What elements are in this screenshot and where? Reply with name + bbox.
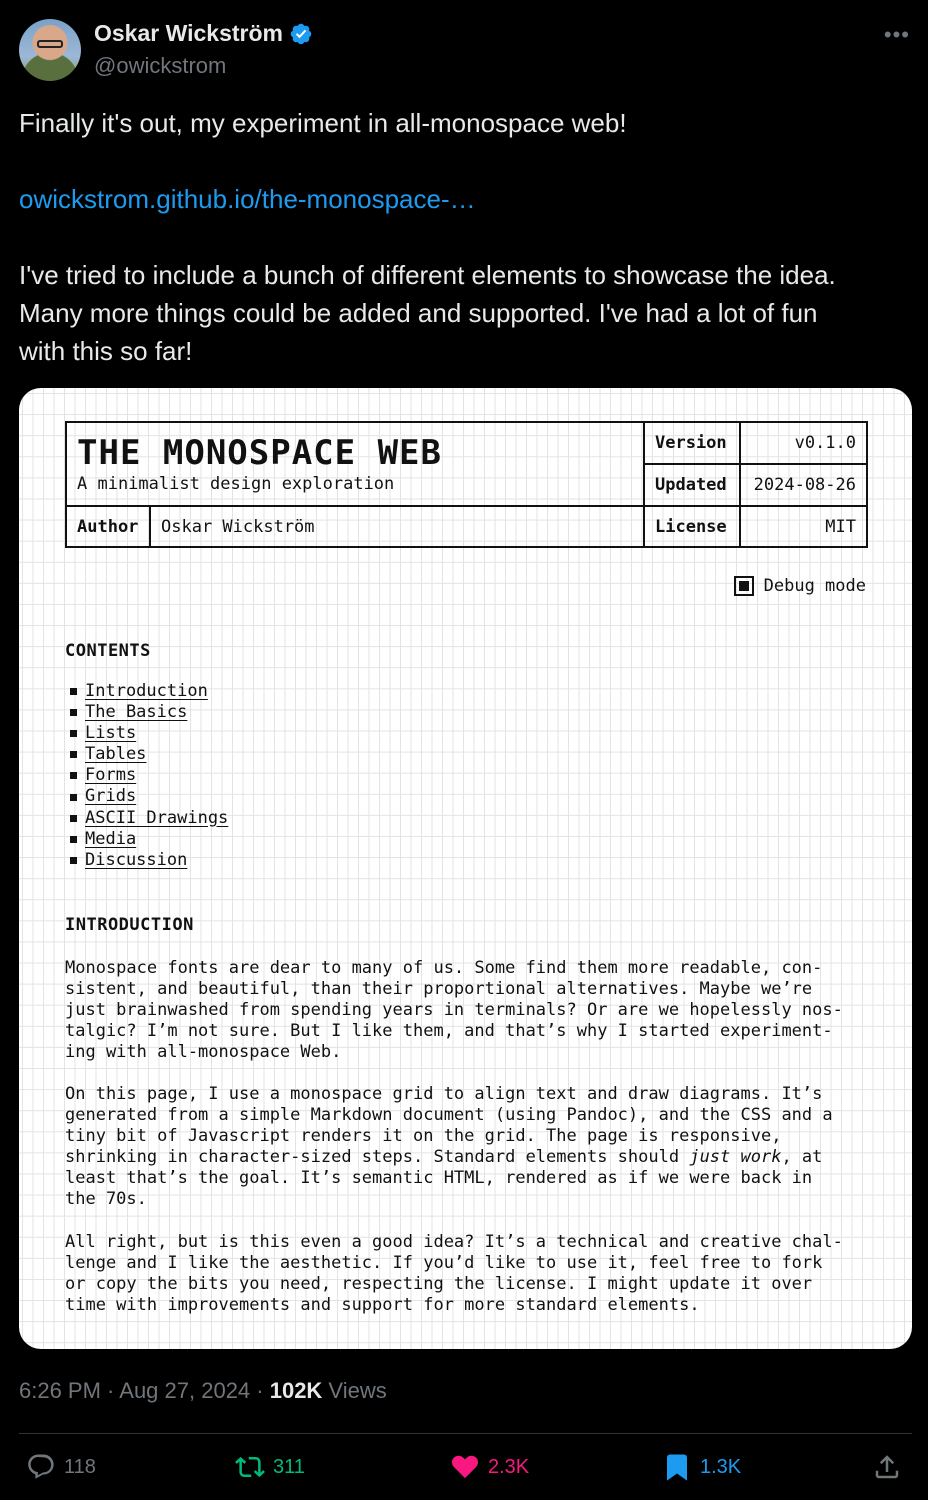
- introduction-heading: INTRODUCTION: [65, 915, 194, 935]
- tweet-meta: [19, 1378, 387, 1404]
- tweet-timestamp[interactable]: 6:26 PM · Aug 27, 2024 ·: [19, 1378, 270, 1403]
- author-handle[interactable]: @owickstrom: [94, 53, 227, 78]
- repost-count: 311: [273, 1455, 305, 1478]
- media-image[interactable]: [19, 388, 912, 1349]
- reply-icon: [26, 1452, 56, 1482]
- toc-item[interactable]: Discussion: [65, 850, 228, 871]
- author-name-row: [94, 20, 313, 47]
- reply-count: 118: [64, 1455, 96, 1478]
- reply-button[interactable]: [26, 1452, 96, 1482]
- debug-toggle[interactable]: [734, 576, 866, 596]
- views-count: 102K: [269, 1378, 323, 1403]
- views-label: Views: [322, 1378, 387, 1403]
- toc-item[interactable]: Grids: [65, 786, 228, 807]
- table-of-contents: [65, 681, 228, 871]
- divider: [19, 1433, 912, 1434]
- bookmark-button[interactable]: [662, 1452, 741, 1482]
- intro-paragraph-1: Monospace fonts are dear to many of us. Some find them more readable, con- sistent, and beautiful, than their proportional alternatives. Maybe we’re just brainwashed from spending years in terminals? Or are we hopelessly nos- talgic? I’m not sure. But I like them, and that’s why I started experiment- ing with all-monospace Web.: [65, 958, 843, 1063]
- like-button[interactable]: [450, 1452, 529, 1482]
- like-count: 2.3K: [488, 1455, 530, 1478]
- action-bar: [0, 1452, 928, 1492]
- toc-item[interactable]: Media: [65, 829, 228, 850]
- toc-item[interactable]: ASCII Drawings: [65, 808, 228, 829]
- tweet-text: [19, 104, 909, 370]
- license-label: License: [644, 506, 740, 547]
- like-icon: [450, 1452, 480, 1482]
- updated-label: Updated: [644, 464, 740, 506]
- page-title: THE MONOSPACE WEB: [77, 433, 442, 473]
- contents-heading: CONTENTS: [65, 641, 151, 661]
- updated-value: 2024-08-26: [740, 464, 867, 506]
- intro-paragraph-3: All right, but is this even a good idea? It’s a technical and creative chal- lenge and I like the aesthetic. If you’d like to use it, feel free to fork or copy the bits you need, respecting the license. I might update it over time with improvements and support for more standard elements.: [65, 1232, 843, 1316]
- share-button[interactable]: [872, 1452, 902, 1482]
- title-cell: [66, 422, 644, 506]
- page-subtitle: A minimalist design exploration: [77, 474, 395, 494]
- tweet-line: Many more things could be added and supported. I've had a lot of fun: [19, 298, 818, 328]
- bookmark-icon: [662, 1452, 692, 1482]
- author-link[interactable]: Oskar Wickström: [161, 516, 315, 537]
- toc-item[interactable]: Forms: [65, 765, 228, 786]
- header-table: [65, 421, 868, 548]
- repost-icon: [235, 1452, 265, 1482]
- tweet-line: Finally it's out, my experiment in all-monospace web!: [19, 108, 627, 138]
- author-cell: [150, 506, 644, 547]
- toc-item[interactable]: The Basics: [65, 702, 228, 723]
- tweet-link[interactable]: owickstrom.github.io/the-monospace-…: [19, 184, 476, 214]
- debug-label: Debug mode: [763, 576, 866, 596]
- toc-item[interactable]: Introduction: [65, 681, 228, 702]
- share-icon: [872, 1452, 902, 1482]
- license-value: MIT: [740, 506, 867, 547]
- more-icon[interactable]: •••: [883, 22, 910, 47]
- version-value: v0.1.0: [740, 422, 867, 464]
- repost-button[interactable]: [235, 1452, 305, 1482]
- bookmark-count: 1.3K: [700, 1455, 742, 1478]
- toc-item[interactable]: Tables: [65, 744, 228, 765]
- avatar[interactable]: [19, 19, 81, 81]
- intro-paragraph-2: On this page, I use a monospace grid to align text and draw diagrams. It’s generated from a simple Markdown document (using Pandoc), and the CSS and a tiny bit of Javascript renders it on the grid. The page is responsive, shrinking in character-sized steps. Standard elements should just work, at least that’s the goal. It’s semantic HTML, rendered as if we were back in the 70s.: [65, 1084, 833, 1210]
- verified-badge-icon: [289, 22, 313, 46]
- author-display-name[interactable]: Oskar Wickström: [94, 20, 283, 46]
- tweet-line: I've tried to include a bunch of different elements to showcase the idea.: [19, 260, 836, 290]
- author-label: Author: [66, 506, 150, 547]
- toc-item[interactable]: Lists: [65, 723, 228, 744]
- tweet-line: with this so far!: [19, 336, 193, 366]
- version-label: Version: [644, 422, 740, 464]
- debug-checkbox[interactable]: [734, 576, 754, 596]
